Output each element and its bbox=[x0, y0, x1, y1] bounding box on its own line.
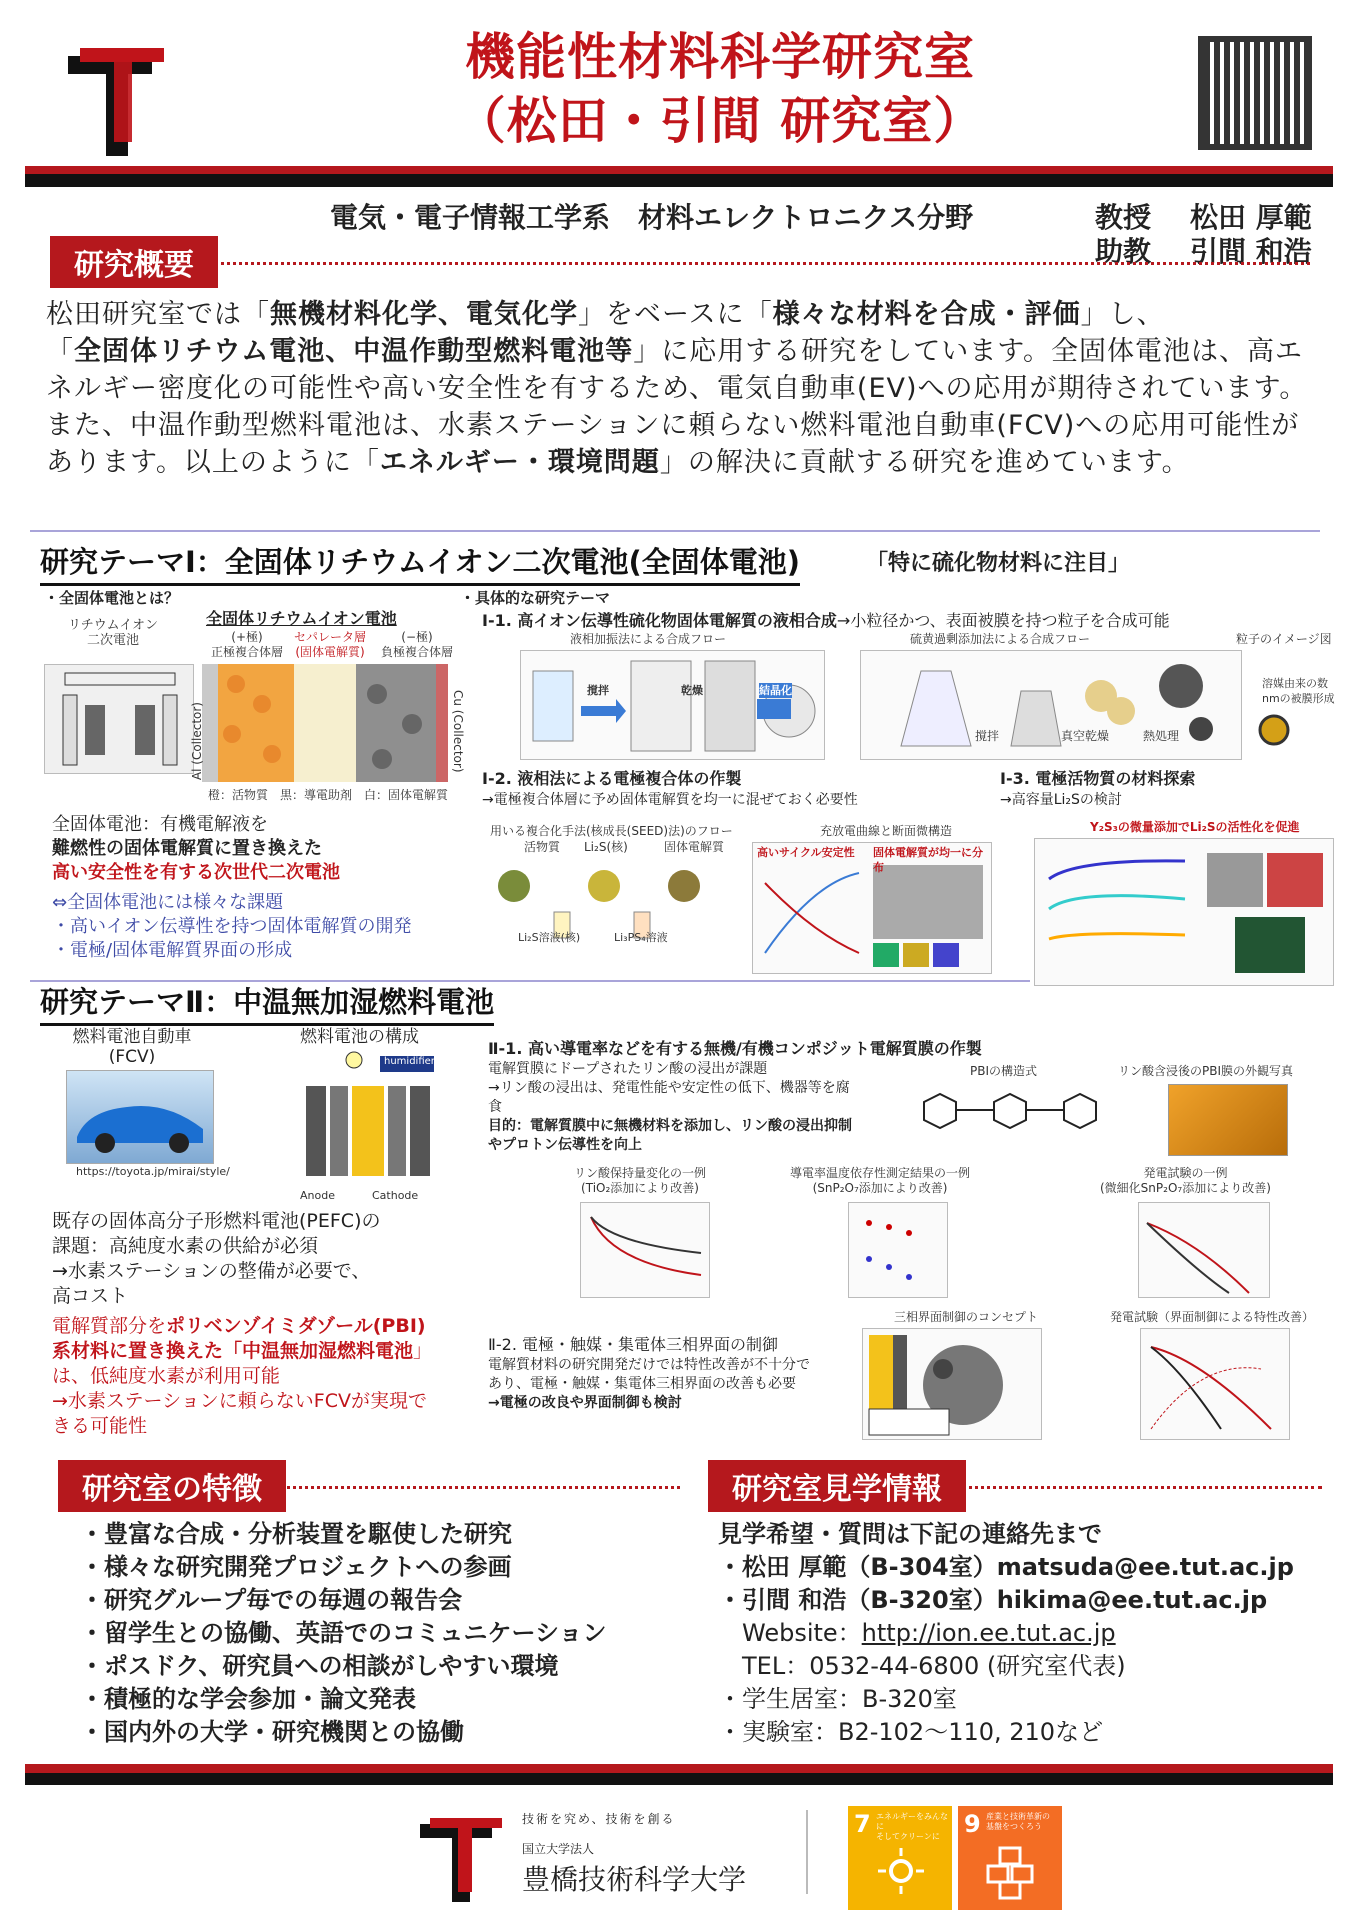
asst-role: 助教 bbox=[1095, 235, 1152, 268]
footer-band-black bbox=[25, 1773, 1333, 1785]
visit-divider bbox=[962, 1486, 1322, 1489]
fc-test-figure bbox=[1140, 1328, 1290, 1440]
uni-label: 固体電解質が均一に分布 bbox=[873, 846, 983, 874]
neg-label: (−極) 負極複合体層 bbox=[380, 630, 453, 659]
list-item: ・ポスドク、研究員への相談がしやすい環境 bbox=[80, 1652, 559, 1680]
student-room: ・学生居室：B-320室 bbox=[718, 1685, 957, 1713]
ss-desc-1: 全固体電池：有機電解液を bbox=[52, 814, 268, 835]
list-item: ・国内外の大学・研究機関との協働 bbox=[80, 1718, 464, 1746]
charge-caption: 充放電曲線と断面微構造 bbox=[820, 824, 953, 838]
tel: TEL：0532-44-6800 (研究室代表) bbox=[742, 1652, 1126, 1680]
lbl-sol1: Li₂S溶液(核) bbox=[518, 931, 581, 944]
li-ion-diagram bbox=[44, 664, 194, 774]
theme1-question: ・全固体電池とは？ bbox=[44, 589, 180, 607]
overview-divider bbox=[190, 262, 1310, 265]
step-stir: 撹拌 bbox=[587, 684, 609, 697]
seed-figure bbox=[484, 842, 734, 946]
flow2-caption: 硫黄過剰添加法による合成フロー bbox=[910, 632, 1091, 646]
ss-battery-diagram bbox=[202, 664, 448, 782]
website-row: Website：http://ion.ee.tut.ac.jp bbox=[742, 1619, 1116, 1647]
anode-label: Anode bbox=[300, 1189, 335, 1202]
contact-matsuda[interactable]: ・松田 厚範（B-304室）matsuda@ee.tut.ac.jp bbox=[718, 1553, 1294, 1581]
fc-test-caption: 発電試験（界面制御による特性改善） bbox=[1110, 1310, 1315, 1324]
step-crystal: 結晶化 bbox=[759, 684, 792, 697]
pefc-desc-2: 課題：高純度水素の供給が必須 bbox=[52, 1235, 319, 1257]
header-band-red bbox=[25, 166, 1333, 174]
asst-name: 引間 和浩 bbox=[1190, 235, 1312, 268]
cathode-label: Cathode bbox=[372, 1189, 419, 1202]
tut-logo bbox=[68, 48, 164, 156]
lab-room: ・実験室：B2-102〜110, 210など bbox=[718, 1718, 1104, 1746]
pos-label: (+極) 正極複合体層 bbox=[210, 630, 283, 659]
interface-figure bbox=[862, 1328, 1042, 1440]
charge-figure bbox=[752, 842, 992, 974]
fcv-caption: 燃料電池自動車(FCV) bbox=[72, 1027, 192, 1067]
pbi-structure bbox=[904, 1090, 1114, 1140]
al-collector-label: Al (Collector) bbox=[190, 702, 204, 781]
qr-code-icon[interactable] bbox=[1198, 36, 1312, 150]
overview-text: 松田研究室では「無機材料化学、電気化学」をベースに「様々な材料を合成・評価」し、 「全固体リチウム電池、中温作動型燃料電池等」に応用する研究をしています。全固体電池は、高エネルギー密度化の可能性や高い安全性を有するため、電気自動車(EV)への応用が期待されています。また、中温作動型燃料電池は、水素ステーションに頼らない燃料電池自動車(FCV)への応用可能性があります。以上のように「エネルギー・環境問題」の解決に貢献する研究を進めています。 bbox=[46, 299, 1308, 478]
tut-footer-logo bbox=[420, 1818, 502, 1902]
divider bbox=[30, 530, 1320, 532]
m1-title: Ⅱ-1. 高い導電率などを有する無機/有機コンポジット電解質膜の作製 bbox=[488, 1039, 982, 1058]
corp-label: 国立大学法人 bbox=[522, 1842, 595, 1856]
coating-caption: 溶媒由来の数nmの被膜形成 bbox=[1262, 677, 1335, 705]
ss-desc-3: 高い安全性を有する次世代二次電池 bbox=[52, 862, 340, 883]
list-item: ・研究グループ毎での毎週の報告会 bbox=[80, 1586, 463, 1614]
photo-source[interactable]: https://toyota.jp/mirai/style/ bbox=[76, 1165, 230, 1178]
step-dry: 乾燥 bbox=[681, 684, 703, 697]
list-item: ・様々な研究開発プロジェクトへの参画 bbox=[80, 1553, 512, 1581]
ss-issue-1: ⇔全固体電池には様々な課題 bbox=[52, 892, 284, 913]
overview-badge: 研究概要 bbox=[50, 236, 218, 288]
ss-issue-2: ・高いイオン伝導性を持つ固体電解質の開発 bbox=[52, 916, 412, 937]
r2-title: Ⅰ-2. 液相法による電極複合体の作製 bbox=[482, 769, 742, 788]
flow1-figure bbox=[520, 650, 825, 760]
visit-badge: 研究室見学情報 bbox=[708, 1460, 966, 1512]
slogan: 技術を究め、技術を創る bbox=[522, 1812, 676, 1826]
prof-role: 教授 bbox=[1095, 201, 1152, 234]
pbi-membrane-photo bbox=[1168, 1084, 1288, 1156]
theme1-note: 「特に硫化物材料に注目」 bbox=[866, 551, 1131, 576]
seed-caption: 用いる複合化手法(核成長(SEED)法)のフロー bbox=[490, 824, 733, 838]
fc-diagram bbox=[294, 1046, 434, 1186]
r3-desc: →高容量Li₂Sの検討 bbox=[1000, 792, 1122, 808]
footer-divider bbox=[806, 1810, 808, 1894]
graph2-caption: 導電率温度依存性測定結果の一例 (SnP₂O₇添加により改善) bbox=[790, 1166, 971, 1195]
affiliation: 電気・電子情報工学系 材料エレクトロニクス分野 bbox=[330, 201, 974, 234]
website-link[interactable]: http://ion.ee.tut.ac.jp bbox=[861, 1619, 1116, 1647]
flow3-caption: 粒子のイメージ図 bbox=[1236, 632, 1332, 646]
step-vacuum: 真空乾燥 bbox=[1061, 729, 1110, 743]
pbi-photo-caption: リン酸含浸後のPBI膜の外観写真 bbox=[1118, 1064, 1294, 1078]
m1-desc: 電解質膜にドープされたリン酸の浸出が課題 →リン酸の浸出は、発電性能や安定性の低下、機器等を腐食 目的：電解質膜中に無機材料を添加し、リン酸の浸出抑制やプロトン伝導性を向上 bbox=[488, 1061, 852, 1153]
r3-title: Ⅰ-3. 電極活物質の材料探索 bbox=[1000, 769, 1196, 788]
theme1-title: 研究テーマⅠ：全固体リチウムイオン二次電池(全固体電池) bbox=[40, 540, 800, 586]
flow1-caption: 液相加振法による合成フロー bbox=[570, 632, 727, 646]
fcv-photo bbox=[66, 1070, 214, 1164]
ss-legend: 橙：活物質 黒：導電助剤 白：固体電解質 bbox=[208, 788, 449, 802]
graph1-figure bbox=[580, 1202, 710, 1298]
features-divider bbox=[280, 1486, 680, 1489]
ss-desc-2: 難燃性の固体電解質に置き換えた bbox=[52, 838, 322, 859]
list-item: ・豊富な合成・分析装置を駆使した研究 bbox=[80, 1520, 512, 1548]
lbl-active: 活物質 bbox=[524, 840, 561, 854]
r2-desc: →電極複合体層に予め固体電解質を均一に混ぜておく必要性 bbox=[482, 792, 858, 808]
graph1-caption: リン酸保持量変化の一例 (TiO₂添加により改善) bbox=[574, 1166, 707, 1195]
features-badge: 研究室の特徴 bbox=[58, 1460, 286, 1512]
sdg9-icon: 9 産業と技術革新の 基盤をつくろう bbox=[958, 1806, 1062, 1910]
m2-title: Ⅱ-2. 電極・触媒・集電体三相界面の制御 bbox=[488, 1335, 779, 1354]
graph2-figure bbox=[848, 1202, 948, 1298]
cyc-label: 高いサイクル安定性 bbox=[757, 846, 855, 859]
contact-hikima[interactable]: ・引間 和浩（B-320室）hikima@ee.tut.ac.jp bbox=[718, 1586, 1268, 1614]
lbl-core: Li₂S(核) bbox=[584, 840, 628, 854]
step-stir2: 撹拌 bbox=[975, 729, 1000, 743]
m2-desc: 電解質材料の研究開発だけでは特性改善が不十分であり、電極・触媒・集電体三相界面の改善も必要 →電極の改良や界面制御も検討 bbox=[488, 1357, 810, 1411]
fc-structure-caption: 燃料電池の構成 bbox=[300, 1027, 419, 1047]
humidifier-label: humidifier bbox=[384, 1056, 435, 1067]
capacity-figure bbox=[1034, 838, 1334, 986]
prof-name: 松田 厚範 bbox=[1190, 201, 1312, 234]
interface-caption: 三相界面制御のコンセプト bbox=[894, 1310, 1039, 1324]
graph3-caption: 発電試験の一例 (微細化SnP₂O₇添加により改善) bbox=[1100, 1166, 1271, 1195]
pbi-desc: 電解質部分をポリベンゾイミダゾール(PBI)系材料に置き換えた「中温無加湿燃料電池」は、低純度水素が利用可能 →水素ステーションに頼らないFCVが実現できる可能性 bbox=[52, 1315, 433, 1437]
pefc-desc-4: 高コスト bbox=[52, 1285, 129, 1307]
lbl-se: 固体電解質 bbox=[664, 840, 725, 854]
university-name: 豊橋技術科学大学 bbox=[522, 1863, 747, 1896]
sep-label: セパレータ層 (固体電解質) bbox=[293, 630, 366, 659]
theme2-title: 研究テーマⅡ：中温無加湿燃料電池 bbox=[40, 980, 494, 1026]
graph3-figure bbox=[1138, 1202, 1270, 1298]
list-item: ・留学生との協働、英語でのコミュニケーション bbox=[80, 1619, 607, 1647]
pefc-desc-3: →水素ステーションの整備が必要で、 bbox=[52, 1260, 371, 1282]
step-heat: 熱処理 bbox=[1143, 729, 1180, 743]
pbi-caption: PBIの構造式 bbox=[970, 1064, 1038, 1078]
header-band-black bbox=[25, 174, 1333, 187]
ss-battery-title: 全固体リチウムイオン電池 bbox=[206, 609, 397, 628]
ss-issue-3: ・電極/固体電解質界面の形成 bbox=[52, 940, 293, 961]
flow2-figure bbox=[860, 650, 1242, 760]
lbl-sol2: Li₃PS₄溶液 bbox=[614, 931, 668, 944]
footer-band-red bbox=[25, 1764, 1333, 1773]
sdg7-icon: 7 エネルギーをみんなに そしてクリーンに bbox=[848, 1806, 952, 1910]
li-ion-label: リチウムイオン 二次電池 bbox=[68, 618, 158, 648]
page-subtitle: （松田・引間 研究室） bbox=[455, 92, 985, 150]
y2s3-caption: Y₂S₃の微量添加でLi₂Sの活性化を促進 bbox=[1090, 820, 1300, 834]
features-list bbox=[80, 1518, 607, 1749]
pefc-desc-1: 既存の固体高分子形燃料電池(PEFC)の bbox=[52, 1210, 381, 1232]
page-title: 機能性材料科学研究室 bbox=[465, 28, 975, 86]
r1-title: Ⅰ-1. 高イオン伝導性硫化物固体電解質の液相合成→小粒径かつ、表面被膜を持つ粒子を合成可能 bbox=[482, 611, 1170, 630]
research-head: ・具体的な研究テーマ bbox=[460, 589, 611, 607]
list-item: ・積極的な学会参加・論文発表 bbox=[80, 1685, 416, 1713]
visit-lead: 見学希望・質問は下記の連絡先まで bbox=[718, 1520, 1102, 1548]
cu-collector-label: Cu (Collector) bbox=[451, 690, 465, 773]
